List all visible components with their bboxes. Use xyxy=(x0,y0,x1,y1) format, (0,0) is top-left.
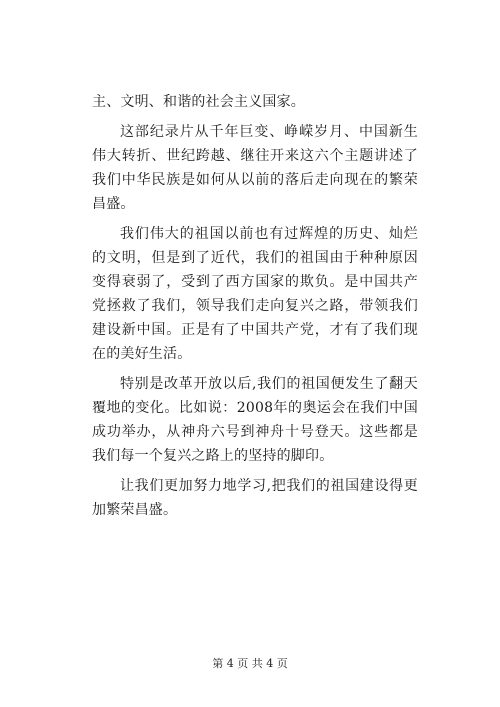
paragraph-3: 我们伟大的祖国以前也有过辉煌的历史、灿烂的文明，但是到了近代，我们的祖国由于种种原因变得衰弱了，受到了西方国家的欺负。是中国共产党拯救了我们，领导我们走向复兴之路，带领我们建设新中国。正是有了中国共产党，才有了我们现在的美好生活。 xyxy=(92,226,418,362)
paragraph-5: 让我们更加努力地学习,把我们的祖国建设得更加繁荣昌盛。 xyxy=(92,478,418,518)
document-body xyxy=(92,90,418,528)
page-footer xyxy=(0,655,500,671)
paragraph-4: 特别是改革开放以后,我们的祖国便发生了翻天覆地的变化。比如说：2008年的奥运会在我们中国成功举办，从神舟六号到神舟十号登天。这些都是我们每一个复兴之路上的坚持的脚印。 xyxy=(92,376,418,464)
paragraph-1: 主、文明、和谐的社会主义国家。 xyxy=(92,94,305,110)
page-number: 第 4 页 共 4 页 xyxy=(212,657,288,670)
paragraph-2: 这部纪录片从千年巨变、峥嵘岁月、中国新生伟大转折、世纪跨越、继往开来这六个主题讲述了我们中华民族是如何从以前的落后走向现在的繁荣昌盛。 xyxy=(92,124,418,212)
